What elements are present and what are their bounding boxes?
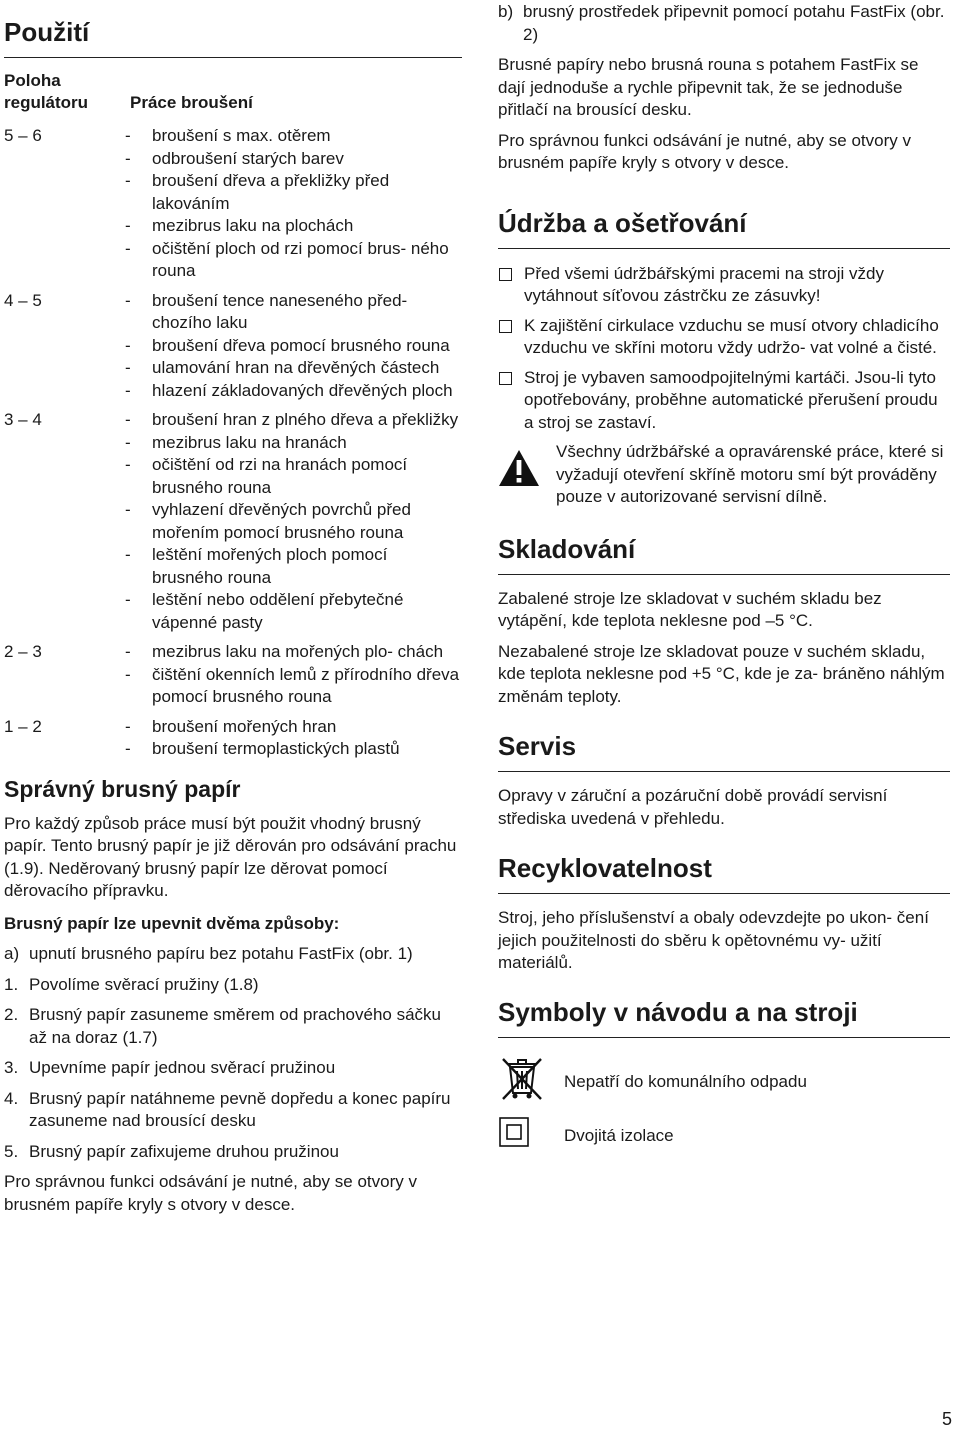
list-item: - broušení tence naneseného před- chozího laku bbox=[125, 290, 408, 332]
steps-list bbox=[4, 974, 462, 1164]
usage-table-header bbox=[4, 70, 462, 114]
list-item: - mezibrus laku na hranách bbox=[125, 432, 347, 452]
symbols-heading: Symboly v návodu a na stroji bbox=[498, 997, 950, 1038]
table-row bbox=[4, 716, 462, 761]
left-column bbox=[4, 0, 462, 1216]
list-item: - broušení termoplastických plastů bbox=[125, 739, 400, 758]
checkbox-bullet-icon bbox=[499, 372, 512, 385]
storage-text-packed: Zabalené stroje lze skladovat v suchém skladu bez vytápění, kde teplota neklesne pod –5 °C. bbox=[498, 588, 882, 630]
storage-heading: Skladování bbox=[498, 534, 950, 575]
list-item: 5. Brusný papír zafixujeme druhou pružinou bbox=[4, 1141, 339, 1161]
warning-block bbox=[498, 441, 950, 509]
service-heading: Servis bbox=[498, 731, 950, 772]
table-row bbox=[4, 125, 462, 283]
symbols-list bbox=[498, 1056, 950, 1157]
list-item: - broušení s max. otěrem bbox=[125, 126, 331, 145]
usage-heading: Použití bbox=[4, 0, 462, 58]
warning-text: Všechny údržbářské a opravárenské práce, které si vyžadují otevření skříně motoru smí být prováděny pouze v autorizované servisní dílně. bbox=[556, 442, 944, 506]
sandpaper-text: Pro každý způsob práce musí být použit vhodný brusný papír. Tento brusný papír je již děrován pro odsávání prachu (1.9). Neděrovaný brusný papír lze děrovat pomocí děrovacího přípravku. bbox=[4, 813, 457, 900]
crossed-bin-icon bbox=[498, 1056, 564, 1109]
symbol-row bbox=[498, 1116, 950, 1157]
list-item: - hlazení základovaných dřevěných ploch bbox=[125, 380, 453, 400]
service-text: Opravy v záruční a pozáruční době provádí servisní střediska uvedená v přehledu. bbox=[498, 786, 888, 828]
list-item: - leštění nebo oddělení přebytečné vápenné pasty bbox=[125, 590, 404, 632]
regulator-level: 2 – 3 bbox=[4, 642, 42, 661]
maintenance-list bbox=[498, 263, 950, 435]
table-row bbox=[4, 409, 462, 634]
regulator-level: 3 – 4 bbox=[4, 410, 42, 429]
list-item: 3. Upevníme papír jednou svěrací pružinou bbox=[4, 1058, 336, 1077]
regulator-position-header: Poloha regulátoru bbox=[4, 71, 89, 112]
list-item: Před všemi údržbářskými pracemi na stroji vždy vytáhnout síťovou zástrčku ze zásuvky! bbox=[498, 263, 950, 308]
fastfix-text: Brusné papíry nebo brusná rouna s potahem FastFix se dají jednoduše a rychle připevnit tak, že se jednoduše přitlačí na brousící desku. bbox=[498, 55, 919, 119]
recycling-heading: Recyklovatelnost bbox=[498, 853, 950, 894]
recycling-text: Stroj, jeho příslušenství a obaly odevzdejte po ukon- čení jejich použitelnosti do sběru k opětovnému vy- užití materiálů. bbox=[498, 908, 929, 972]
list-item: 4. Brusný papír natáhneme pevně dopředu a konec papíru zasuneme nad brousící desku bbox=[4, 1088, 451, 1130]
symbol-row bbox=[498, 1056, 950, 1109]
suction-note: Pro správnou funkci odsávání je nutné, aby se otvory v brusném papíře kryly s otvory v desce. bbox=[4, 1172, 417, 1214]
list-item: 2. Brusný papír zasuneme směrem od prachového sáčku až na doraz (1.7) bbox=[4, 1005, 441, 1047]
warning-triangle-icon bbox=[498, 441, 556, 509]
fastfix-note: Pro správnou funkci odsávání je nutné, aby se otvory v brusném papíře kryly s otvory v desce. bbox=[498, 130, 911, 172]
regulator-level: 5 – 6 bbox=[4, 126, 42, 145]
list-item: - ulamování hran na dřevěných částech bbox=[125, 358, 440, 377]
checkbox-bullet-icon bbox=[499, 268, 512, 281]
fixing-methods-heading: Brusný papír lze upevnit dvěma způsoby: bbox=[4, 913, 340, 933]
list-item: K zajištění cirkulace vzduchu se musí otvory chladicího vzduchu ve skříni motoru vždy udržo- vat volné a čisté. bbox=[498, 315, 950, 360]
double-insulation-icon bbox=[498, 1116, 564, 1157]
list-item: - očištění ploch od rzi pomocí brus- ného rouna bbox=[125, 238, 449, 280]
symbol-label: Nepatří do komunálního odpadu bbox=[564, 1071, 807, 1091]
list-item: - čištění okenních lemů z přírodního dřeva pomocí brusného rouna bbox=[125, 664, 460, 706]
list-item: - leštění mořených ploch pomocí brusného rouna bbox=[125, 545, 388, 587]
list-item: - mezibrus laku na mořených plo- chách bbox=[125, 642, 444, 661]
list-item: 1. Povolíme svěrací pružiny (1.8) bbox=[4, 974, 259, 994]
list-item: - broušení hran z plného dřeva a překližky bbox=[125, 410, 459, 429]
maintenance-heading: Údržba a ošetřování bbox=[498, 208, 950, 249]
table-row bbox=[4, 290, 462, 403]
list-item: - mezibrus laku na plochách bbox=[125, 216, 354, 235]
list-item: - odbroušení starých barev bbox=[125, 148, 344, 168]
storage-text-unpacked: Nezabalené stroje lze skladovat pouze v suchém skladu, kde teplota neklesne pod +5 °C, kde je za- bráněno náhlým změnám teploty. bbox=[498, 641, 945, 706]
list-item: - broušení dřeva pomocí brusného rouna bbox=[125, 335, 450, 355]
right-column bbox=[498, 0, 950, 1157]
regulator-level: 4 – 5 bbox=[4, 290, 42, 310]
regulator-level: 1 – 2 bbox=[4, 716, 42, 736]
usage-table bbox=[4, 125, 462, 761]
list-item: - broušení dřeva a překližky před lakováním bbox=[125, 171, 390, 213]
sandpaper-heading: Správný brusný papír bbox=[4, 775, 241, 802]
list-item: - očištění od rzi na hranách pomocí brusného rouna bbox=[125, 455, 408, 497]
work-type-header: Práce broušení bbox=[130, 93, 253, 112]
option-a: a) upnutí brusného papíru bez potahu FastFix (obr. 1) bbox=[4, 944, 413, 963]
list-item: - vyhlazení dřevěných povrchů před mořením pomocí brusného rouna bbox=[125, 500, 411, 542]
checkbox-bullet-icon bbox=[499, 320, 512, 333]
list-item: - broušení mořených hran bbox=[125, 716, 337, 736]
table-row bbox=[4, 641, 462, 709]
symbol-label: Dvojitá izolace bbox=[564, 1126, 674, 1145]
option-b: b) brusný prostředek připevnit pomocí potahu FastFix (obr. 2) bbox=[498, 2, 945, 44]
list-item: Stroj je vybaven samoodpojitelnými kartáči. Jsou-li tyto opotřebovány, proběhne automatické přerušení proudu a stroj se zastaví. bbox=[498, 367, 950, 435]
page-number: 5 bbox=[941, 1408, 952, 1429]
